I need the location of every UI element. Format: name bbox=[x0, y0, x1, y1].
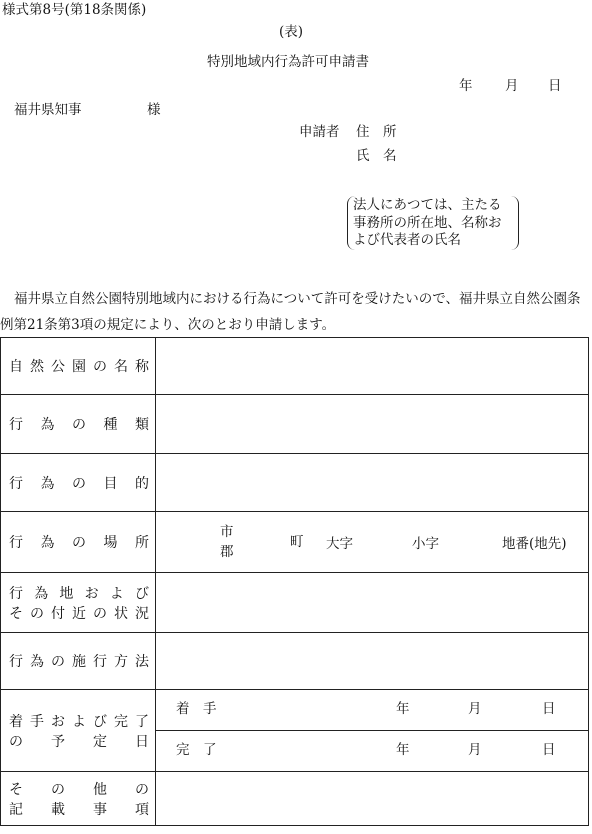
label-char: 手 bbox=[30, 713, 44, 730]
label-char: 然 bbox=[30, 359, 44, 375]
start-label: 着 手 bbox=[176, 701, 217, 717]
table-row bbox=[1, 338, 589, 395]
label-char: 況 bbox=[135, 605, 149, 622]
label-char: そ bbox=[9, 781, 23, 798]
label-char: 近 bbox=[72, 605, 86, 622]
label-char: の bbox=[72, 475, 86, 492]
form-number: 様式第8号(第18条関係) bbox=[2, 2, 147, 18]
label-char: 場 bbox=[103, 535, 118, 551]
applicant-label: 申請者 bbox=[299, 124, 340, 140]
label-char: の bbox=[51, 781, 65, 798]
label-char: 項 bbox=[135, 801, 149, 818]
county-label: 郡 bbox=[220, 544, 234, 560]
name-label: 氏 名 bbox=[356, 148, 397, 164]
action-type-field[interactable] bbox=[156, 395, 589, 454]
label-char: 行 bbox=[9, 417, 23, 433]
end-year-label: 年 bbox=[396, 742, 410, 758]
intro-text bbox=[0, 286, 592, 338]
label-char: お bbox=[51, 713, 65, 730]
form-title: 特別地域内行為許可申請書 bbox=[207, 54, 369, 70]
label-char: 為 bbox=[40, 535, 55, 551]
lot-label: 地番(地先) bbox=[502, 536, 567, 552]
side-marker: (表) bbox=[279, 24, 304, 40]
label-line bbox=[9, 603, 149, 623]
addressee: 福井県知事 bbox=[14, 102, 82, 118]
row-label bbox=[1, 690, 156, 772]
label-char: お bbox=[84, 585, 99, 602]
label-char: そ bbox=[9, 605, 23, 622]
label-line bbox=[9, 711, 149, 731]
label-char: 所 bbox=[135, 535, 149, 551]
method-field[interactable] bbox=[156, 633, 589, 690]
label-char: よ bbox=[72, 713, 86, 730]
label-line bbox=[9, 583, 149, 603]
table-row bbox=[1, 512, 589, 573]
label-line bbox=[9, 779, 149, 799]
label-char: 類 bbox=[135, 417, 149, 433]
label-char: 種 bbox=[103, 417, 118, 433]
park-name-field[interactable] bbox=[156, 338, 589, 395]
corporate-note-line: よび代表者の氏名 bbox=[353, 232, 461, 248]
site-condition-field[interactable] bbox=[156, 573, 589, 633]
start-date-field[interactable] bbox=[156, 690, 589, 731]
label-char: 事 bbox=[93, 801, 107, 818]
label-char: の bbox=[9, 733, 23, 750]
label-char: 為 bbox=[40, 475, 55, 492]
label-char: 日 bbox=[135, 733, 149, 750]
label-char: 行 bbox=[9, 654, 23, 670]
label-char: 載 bbox=[51, 801, 65, 818]
label-char: の bbox=[51, 654, 65, 670]
table-row bbox=[1, 633, 589, 690]
end-day-label: 日 bbox=[542, 742, 556, 758]
label-char: 定 bbox=[93, 733, 107, 750]
label-char: の bbox=[72, 535, 86, 551]
label-char: 名 bbox=[114, 359, 128, 375]
label-char: の bbox=[72, 417, 86, 433]
honorific: 様 bbox=[147, 102, 161, 118]
label-line bbox=[9, 731, 149, 751]
label-char: 他 bbox=[93, 781, 107, 798]
label-char: 行 bbox=[9, 535, 23, 551]
row-label bbox=[1, 512, 156, 573]
label-char: 着 bbox=[9, 713, 23, 730]
application-form-table bbox=[0, 337, 589, 826]
city-label: 市 bbox=[220, 524, 234, 540]
koaza-label: 小字 bbox=[412, 536, 439, 552]
town-label: 町 bbox=[290, 534, 304, 550]
label-char: び bbox=[134, 585, 149, 602]
date-day-label: 日 bbox=[548, 78, 562, 94]
label-char: の bbox=[93, 605, 107, 622]
label-char: び bbox=[93, 713, 107, 730]
date-year-label: 年 bbox=[459, 78, 473, 94]
label-char: 予 bbox=[51, 733, 65, 750]
intro-sentence: 福井県立自然公園特別地域内における行為について許可を受けたいので、福井県立自然公園条例第21条第3項の規定により、次のとおり申請します。 bbox=[0, 291, 581, 333]
end-date-field[interactable] bbox=[156, 731, 589, 772]
table-row bbox=[1, 573, 589, 633]
label-line bbox=[9, 414, 149, 434]
label-char: 完 bbox=[114, 713, 128, 730]
corporate-note bbox=[347, 196, 519, 250]
label-char: 法 bbox=[135, 654, 149, 670]
corporate-note-line: 法人にあつては、主たる bbox=[353, 197, 502, 213]
corporate-note-line: 事務所の所在地、名称お bbox=[353, 214, 502, 231]
label-char: 為 bbox=[40, 417, 55, 433]
action-place-field[interactable] bbox=[156, 512, 589, 573]
label-char: 行 bbox=[9, 585, 23, 602]
label-char: 公 bbox=[51, 359, 65, 375]
date-month-label: 月 bbox=[505, 78, 519, 94]
label-char: 園 bbox=[72, 359, 86, 375]
row-label bbox=[1, 338, 156, 395]
start-month-label: 月 bbox=[468, 701, 482, 717]
end-label: 完 了 bbox=[176, 742, 217, 758]
label-char: 施 bbox=[72, 654, 86, 670]
label-char: 自 bbox=[9, 359, 23, 375]
bracket-right bbox=[510, 196, 519, 250]
label-char: 目 bbox=[103, 475, 118, 492]
label-char: 地 bbox=[59, 585, 74, 602]
label-char: 付 bbox=[51, 605, 65, 622]
label-char: 為 bbox=[30, 654, 44, 670]
label-char: 的 bbox=[135, 475, 149, 492]
label-char: 状 bbox=[114, 605, 128, 622]
label-line bbox=[9, 799, 149, 819]
label-line bbox=[9, 473, 149, 493]
row-label bbox=[1, 454, 156, 512]
action-purpose-field[interactable] bbox=[156, 454, 589, 512]
table-row bbox=[1, 772, 589, 826]
label-char: 為 bbox=[34, 585, 49, 602]
label-char: 方 bbox=[114, 654, 128, 670]
table-row bbox=[1, 454, 589, 512]
label-char: 了 bbox=[135, 713, 149, 730]
label-char: よ bbox=[109, 585, 124, 602]
label-char: 称 bbox=[135, 359, 149, 375]
label-char: の bbox=[93, 359, 107, 375]
row-label bbox=[1, 395, 156, 454]
label-line bbox=[9, 532, 149, 552]
label-char: 行 bbox=[9, 475, 23, 492]
start-year-label: 年 bbox=[396, 701, 410, 717]
label-char: の bbox=[135, 781, 149, 798]
label-char: 行 bbox=[93, 654, 107, 670]
start-day-label: 日 bbox=[542, 701, 556, 717]
label-line bbox=[9, 651, 149, 671]
label-char: の bbox=[30, 605, 44, 622]
table-row bbox=[1, 690, 589, 731]
row-label bbox=[1, 772, 156, 826]
row-label bbox=[1, 633, 156, 690]
oaza-label: 大字 bbox=[326, 536, 353, 552]
corporate-note-text bbox=[353, 197, 502, 250]
end-month-label: 月 bbox=[468, 742, 482, 758]
label-line bbox=[9, 356, 149, 376]
other-notes-field[interactable] bbox=[156, 772, 589, 826]
row-label bbox=[1, 573, 156, 633]
address-label: 住 所 bbox=[356, 124, 397, 140]
label-char: 記 bbox=[9, 801, 23, 818]
table-row bbox=[1, 395, 589, 454]
